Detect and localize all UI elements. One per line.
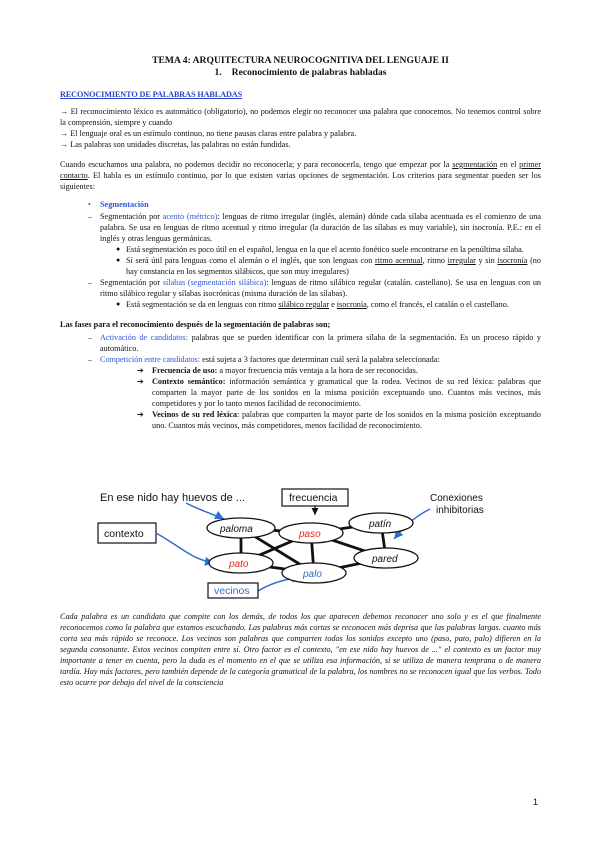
section-title-text: Reconocimiento de palabras habladas <box>231 67 387 78</box>
phases-heading: Las fases para el reconocimiento después de la segmentación de palabras son; <box>60 320 331 329</box>
item-text: Segmentación por <box>100 278 163 287</box>
factor-label: Frecuencia de uso: <box>152 366 218 375</box>
section-title <box>60 67 541 79</box>
sub-text: (no hay constancia en los segmentos silábicos, que son muy irregulares) <box>126 256 541 276</box>
sub-text: y sin <box>475 256 498 265</box>
label-acento: acento (métrico) <box>162 212 218 221</box>
sub-text: , como el francés, el catalán o el castellano. <box>366 300 509 309</box>
node-paso-label: paso <box>299 529 321 540</box>
conexiones-line-1: Conexiones <box>430 493 483 504</box>
intro-paragraph <box>60 159 541 192</box>
item-text: palabras que se pueden identificar con la primera sílaba de la segmentación. Es un proceso rápido y automático. <box>100 333 541 353</box>
node-paloma-label: paloma <box>220 524 253 535</box>
segmentacion-title: Segmentación <box>100 200 149 209</box>
document-title: TEMA 4: ARQUITECTURA NEUROCOGNITIVA DEL LENGUAJE II <box>152 55 449 66</box>
node-palo-label: palo <box>303 569 322 580</box>
list-item-activacion <box>60 332 541 354</box>
factor-vecinos <box>60 409 541 431</box>
dash-marker: – <box>88 333 93 342</box>
contexto-label: contexto <box>104 528 144 540</box>
sub-text: Sí será útil para lenguas como el alemán o el inglés, que son lenguas con <box>126 256 375 265</box>
dash-marker: – <box>88 355 93 364</box>
sub-item-2 <box>60 255 541 277</box>
document-page <box>60 55 541 431</box>
bullet-dot: ● <box>116 245 121 253</box>
term-isocronia: isocronía <box>497 256 528 265</box>
sub-item-text: Está segmentación es poco útil en el español, lengua en la que el acento fonético suele encontrarse en la penúltima sílaba. <box>126 245 524 254</box>
dash-marker: – <box>88 278 93 287</box>
node-pato-label: pato <box>229 559 249 570</box>
label-silabas: sílabas (segmentación silábica) <box>162 278 267 287</box>
factor-text: a mayor frecuencia más ventaja a la hora de ser reconocidas. <box>217 366 418 375</box>
arrow-marker: ➔ <box>137 366 144 375</box>
item-text: : lenguas de ritmo irregular (inglés, alemán) dónde cada sílaba acentuada es el comienzo de una palabra. Se usa en lenguas de ritmo acentual y ritmo irregular (la duración de las sílabas es muy variable), sin isocronía. P.E.: en el inglés y otras lenguas germánicas. <box>100 212 541 243</box>
sub-text: e <box>329 300 337 309</box>
contexto-arrow <box>156 533 214 563</box>
para-text: . El habla es un estímulo continuo, por lo que existen varias opciones de segmentación. Los criterios para segmentar pueden ser los siguientes: <box>60 171 541 191</box>
factor-text: : palabras que comparten la mayor parte de los sonidos en la misma posición exceptuando uno. Cuantos más vecinos, más competidores, menos facilidad de reconocimiento. <box>152 410 541 430</box>
closing-block <box>60 611 541 688</box>
arrow-line-3: → Las palabras son unidades discretas, las palabras no están fundidas. <box>60 140 291 149</box>
sub-text: , ritmo <box>422 256 448 265</box>
page-number: 1 <box>532 797 538 807</box>
nest-context-label: En ese nido hay huevos de ... <box>100 492 245 504</box>
factor-label: Vecinos de su red léxica <box>152 410 237 419</box>
item-text: está sujeta a 3 factores que determinan cuál será la palabra seleccionada: <box>200 355 440 364</box>
para-text: en el <box>497 160 520 169</box>
dash-marker: – <box>88 212 93 221</box>
term-silabico-regular: silábico regular <box>278 300 330 309</box>
arrow-line-1: → El reconocimiento léxico es automático (obligatorio), no podemos elegir no reconocer una palabra que conocemos. No tenemos control sobre la comprensión, siempre y cuando <box>60 107 541 127</box>
node-pared-label: pared <box>372 554 398 565</box>
conexiones-label <box>430 493 484 516</box>
vecinos-label: vecinos <box>214 585 250 597</box>
label-activacion: Activación de candidatos: <box>100 333 188 342</box>
item-text: : lenguas de ritmo silábico regular (catalán. castellano). Se usa en lenguas con un ritmo silábico regular y sílabas isocrónicas (misma duración de las sílabas). <box>100 278 542 298</box>
term-isocronia-2: isocronía <box>336 300 367 309</box>
list-item-competicion <box>60 354 541 365</box>
sub-item-3 <box>60 299 541 310</box>
bullet-dot: • <box>88 200 91 209</box>
list-item-silabas <box>60 277 541 299</box>
section-number: 1. <box>214 67 222 78</box>
list-item-acento <box>60 211 541 244</box>
sub-item-1 <box>60 244 541 255</box>
sub-text: Está segmentación se da en lenguas con ritmo <box>126 300 279 309</box>
nest-arrow <box>186 503 224 519</box>
arrow-marker: ➔ <box>137 377 144 386</box>
para-text: Cuando escuchamos una palabra, no podemos decidir no reconocerla; y para reconocerla, tengo que empezar por la <box>60 160 453 169</box>
arrow-line-2: → El lenguaje oral es un estímulo continuo, no tiene pausas claras entre palabra y palabra. <box>60 129 357 138</box>
term-irregular: irregular <box>447 256 476 265</box>
term-primer-contacto: primer contacto <box>60 160 541 180</box>
label-competicion: Competición entre candidatos: <box>100 355 201 364</box>
arrow-marker: ➔ <box>137 410 144 419</box>
item-text: Segmentación por <box>100 212 163 221</box>
conexiones-line-2: inhibitorias <box>436 505 484 516</box>
frecuencia-label: frecuencia <box>289 492 338 504</box>
node-patin-label: patín <box>369 519 392 530</box>
section-heading: RECONOCIMIENTO DE PALABRAS HABLADAS <box>60 90 243 99</box>
term-ritmo-acentual: ritmo acentual <box>374 256 423 265</box>
bullet-dot: ● <box>116 256 121 264</box>
term-segmentacion: segmentación <box>452 160 498 169</box>
closing-paragraph: Cada palabra es un candidato que compite con los demás, de todos los que aparecen debemos reconocer uno solo y es el que finalmente reconocemos como la palabra que estamos escuchando. Las palabras más cortas se reconocen más deprisa que las palabras largas. cuanto más corta sea más rápido se reconoce. Los vecinos son palabras que comparten todos los sonidos excepto uno (paso, pato, palo) difieren en la segunda consonante. Estos vecinos compiten entre sí. Otro factor es el contexto, "en ese nido hay huevos de ..." el contexto es un factor muy importante a tener en cuenta, pero la duda es el momento en el que se utiliza esa información, si se utiliza de manera temprana o de manera tardía. Hay más factores, pero también depende de la categoría gramatical de la palabra, los nombres no se reconocen igual que los verbos. Todo esto ocurre por debajo del nivel de la consciencia <box>60 612 541 687</box>
lexical-network-diagram <box>96 487 506 599</box>
factor-frecuencia <box>60 365 541 376</box>
bullet-dot: ● <box>116 300 121 308</box>
bullet-segmentacion <box>60 199 541 210</box>
factor-label: Contexto semántico: <box>152 377 226 386</box>
factor-text: información semántica y gramatical que la rodea. Vecinos de su red léxica: palabras que comparten la mayor parte de los sonidos en la misma posición exceptuando uno. Cuantos más vecinos, más competidores y por lo tanto menos facilidad de reconocimiento. <box>152 377 542 408</box>
factor-contexto <box>60 376 541 409</box>
